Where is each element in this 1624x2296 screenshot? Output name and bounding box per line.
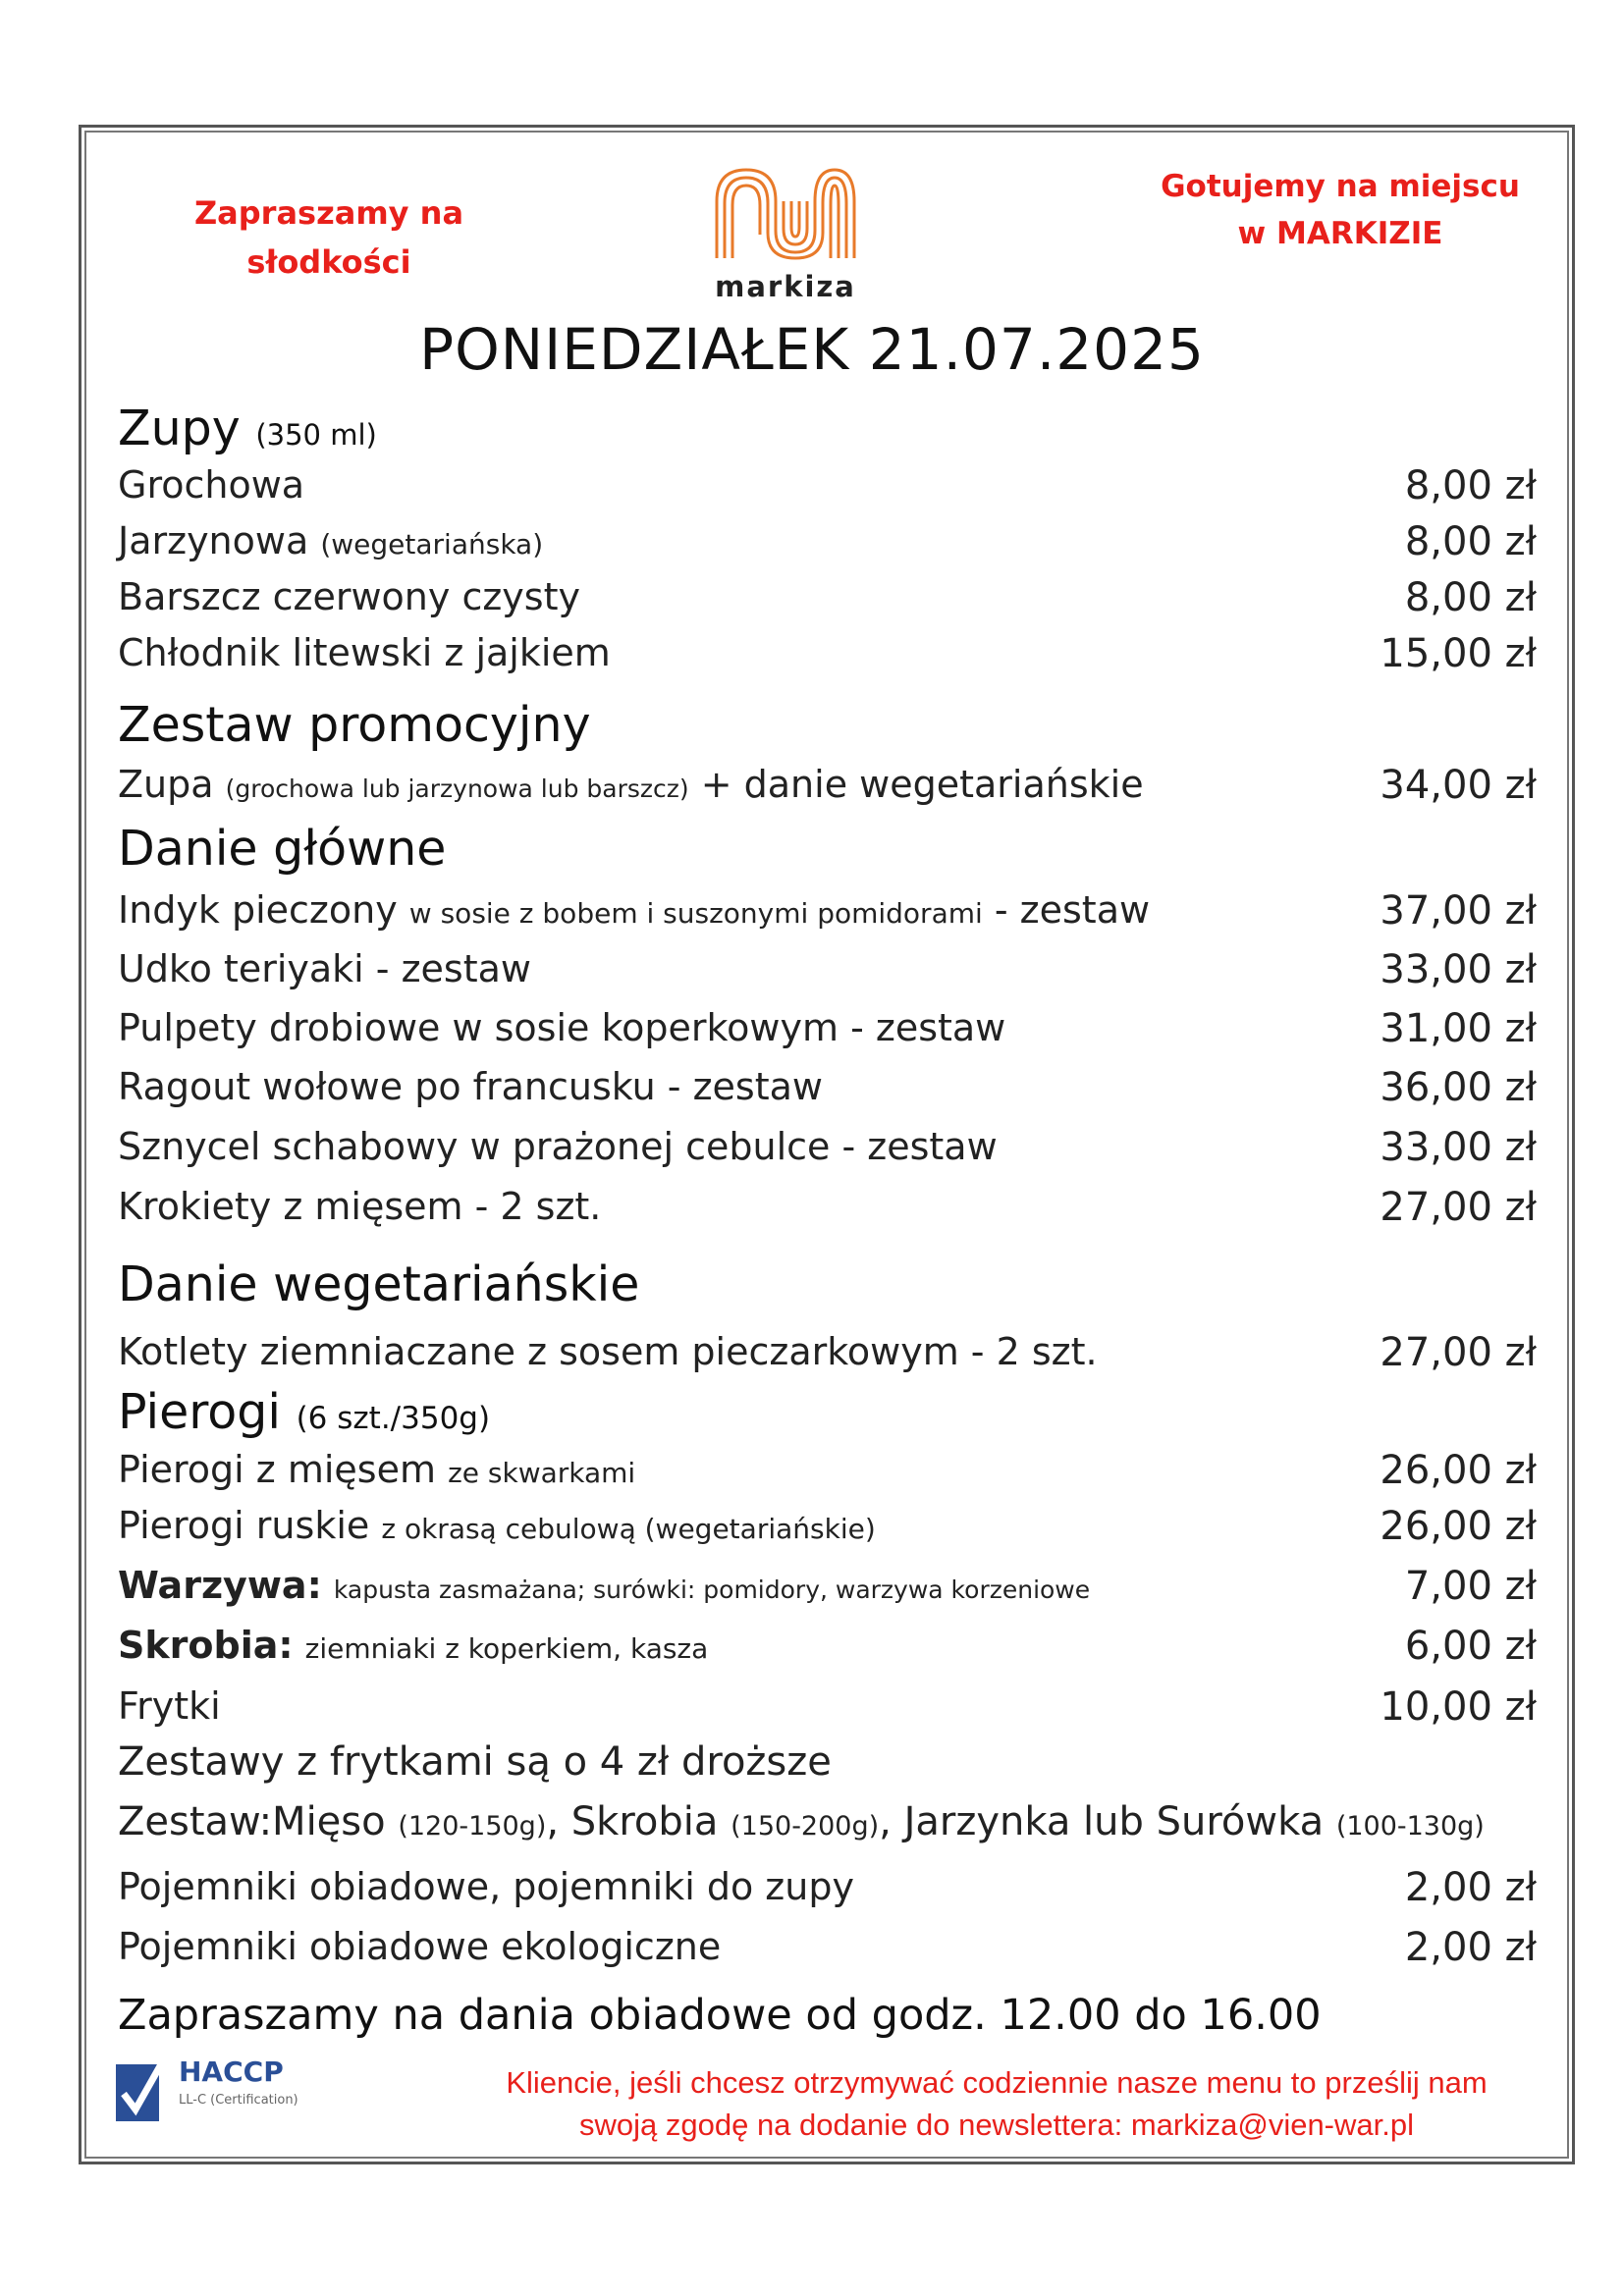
menu-row: Zupa (grochowa lub jarzynowa lub barszcz) + danie wegetariańskie 34,00 zł bbox=[118, 763, 1537, 808]
section-main-title: Danie główne bbox=[118, 821, 447, 877]
menu-row: Sznycel schabowy w prażonej cebulce - zestaw 33,00 zł bbox=[118, 1125, 1537, 1170]
menu-row: Udko teriyaki - zestaw 33,00 zł bbox=[118, 947, 1537, 992]
section-vege-title: Danie wegetariańskie bbox=[118, 1256, 640, 1312]
haccp-title: HACCP bbox=[179, 2056, 284, 2088]
menu-row: Barszcz czerwony czysty 8,00 zł bbox=[118, 575, 1537, 620]
day-title: PONIEDZIAŁEK 21.07.2025 bbox=[419, 316, 1205, 383]
haccp-subtitle: LL-C (Certification) bbox=[179, 2093, 298, 2108]
menu-row: Frytki 10,00 zł bbox=[118, 1684, 1537, 1730]
cooking-note: Gotujemy na miejscu w MARKIZIE bbox=[1161, 169, 1520, 251]
section-promo-title: Zestaw promocyjny bbox=[118, 697, 591, 753]
menu-row: Indyk pieczony w sosie z bobem i suszonymi pomidorami - zestaw 37,00 zł bbox=[118, 888, 1537, 934]
menu-row: Pojemniki obiadowe, pojemniki do zupy 2,00 zł bbox=[118, 1865, 1537, 1910]
menu-row: Pierogi z mięsem ze skwarkami 26,00 zł bbox=[118, 1448, 1537, 1493]
menu-row: Jarzynowa (wegetariańska) 8,00 zł bbox=[118, 519, 1537, 564]
haccp-check-icon bbox=[116, 2058, 163, 2123]
logo-wordmark: markiza bbox=[715, 270, 856, 303]
opening-hours: Zapraszamy na dania obiadowe od godz. 12.00 do 16.00 bbox=[118, 1991, 1322, 2040]
menu-row: Kotlety ziemniaczane z sosem pieczarkowym - 2 szt. 27,00 zł bbox=[118, 1330, 1537, 1375]
menu-row: Krokiety z mięsem - 2 szt. 27,00 zł bbox=[118, 1185, 1537, 1230]
section-pierogi-title: Pierogi (6 szt./350g) bbox=[118, 1384, 491, 1440]
menu-row: Pulpety drobiowe w sosie koperkowym - zestaw 31,00 zł bbox=[118, 1006, 1537, 1051]
sweets-note: Zapraszamy na słodkości bbox=[193, 194, 464, 281]
menu-row: Pojemniki obiadowe ekologiczne 2,00 zł bbox=[118, 1925, 1537, 1970]
section-soups-title: Zupy (350 ml) bbox=[118, 400, 377, 456]
menu-row: Grochowa 8,00 zł bbox=[118, 463, 1537, 508]
menu-row: Ragout wołowe po francusku - zestaw 36,00 zł bbox=[118, 1065, 1537, 1110]
sets-fries-note: Zestawy z frytkami są o 4 zł droższe bbox=[118, 1739, 832, 1785]
markiza-logo-icon bbox=[707, 162, 864, 260]
newsletter-note: Kliencie, jeśli chcesz otrzymywać codziennie nasze menu to prześlij nam swoją zgodę na dodanie do newslettera: markiza@vien-war.pl bbox=[506, 2065, 1488, 2142]
menu-row: Pierogi ruskie z okrasą cebulową (wegetariańskie) 26,00 zł bbox=[118, 1504, 1537, 1549]
menu-row: Chłodnik litewski z jajkiem 15,00 zł bbox=[118, 631, 1537, 676]
menu-row: Skrobia: ziemniaki z koperkiem, kasza 6,00 zł bbox=[118, 1624, 1537, 1669]
menu-row: Warzywa: kapusta zasmażana; surówki: pomidory, warzywa korzeniowe 7,00 zł bbox=[118, 1564, 1537, 1609]
set-definition: Zestaw:Mięso (120-150g), Skrobia (150-200g), Jarzynka lub Surówka (100-130g) bbox=[118, 1799, 1485, 1844]
